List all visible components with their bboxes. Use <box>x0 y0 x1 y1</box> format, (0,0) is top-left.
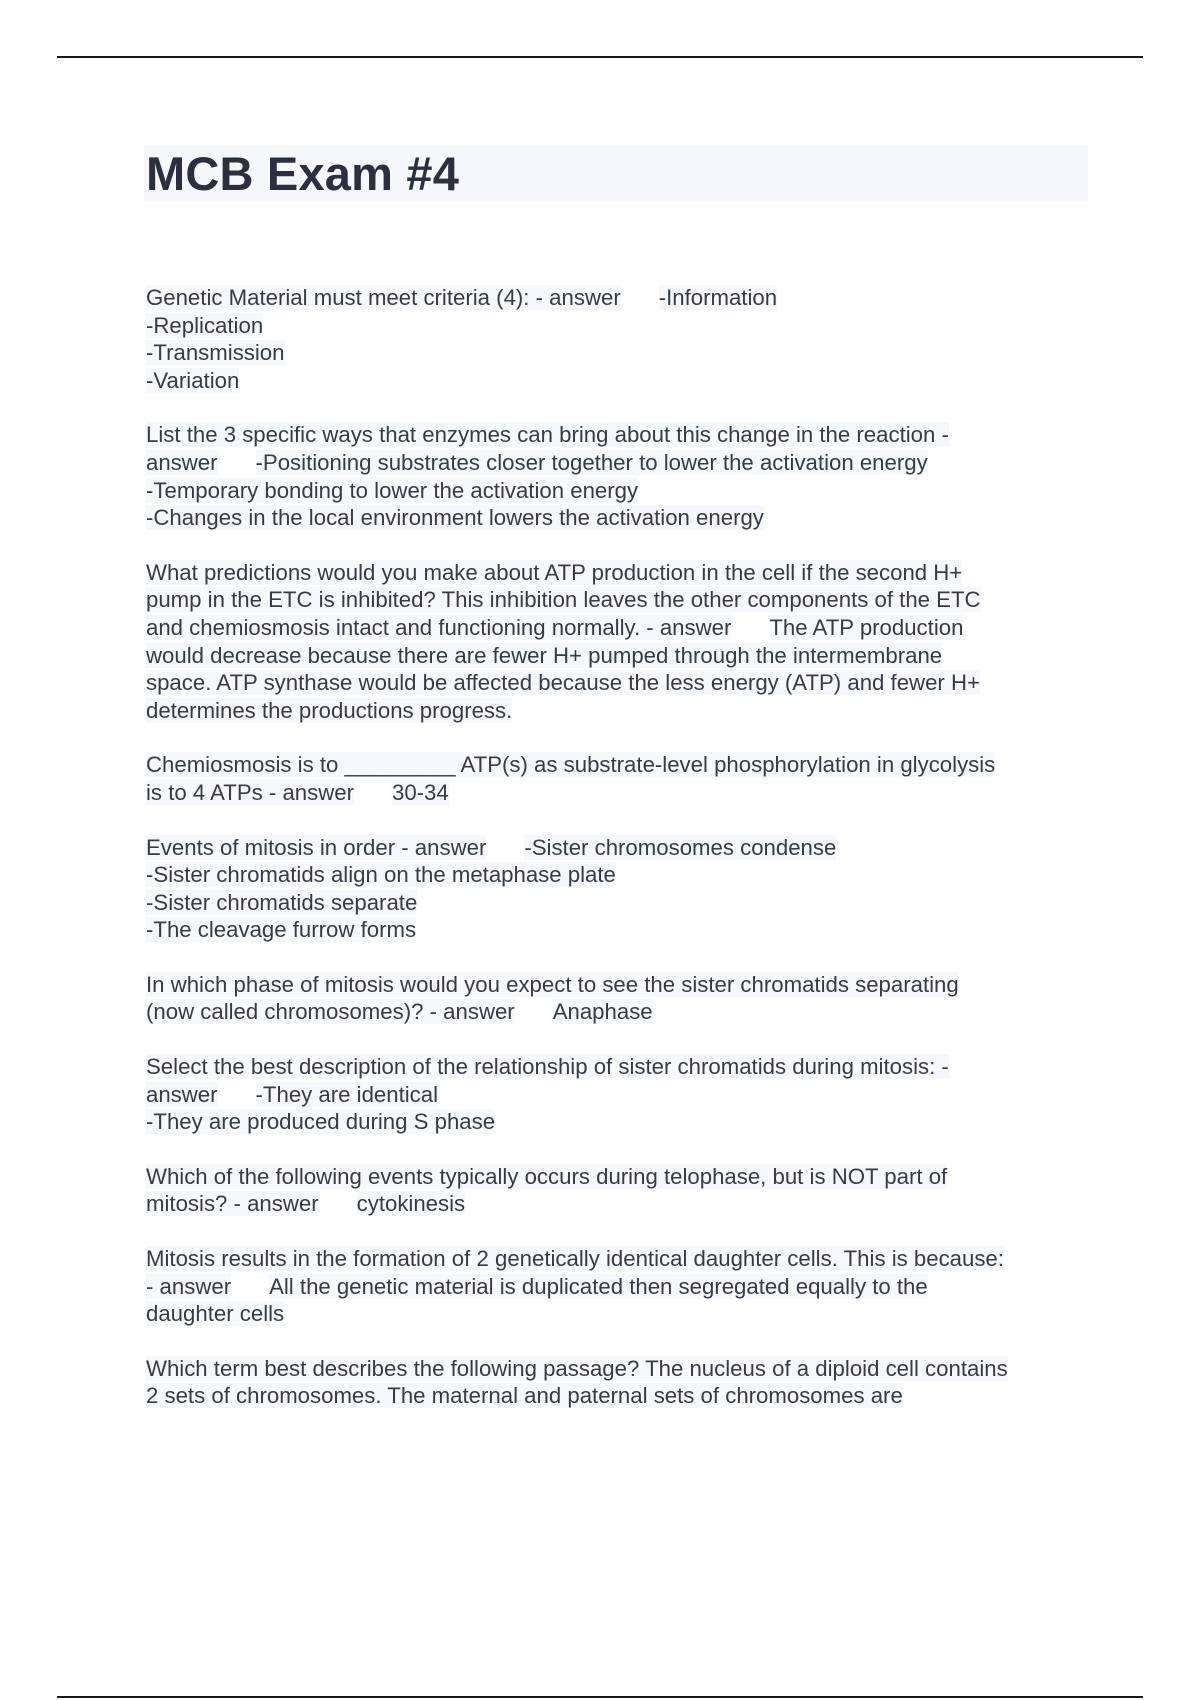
question-text: Mitosis results in the formation of 2 genetically identical daughter cells. This is because: <box>146 1246 1004 1272</box>
answer-text: would decrease because there are fewer H+ pumped through the intermembrane <box>146 642 943 668</box>
answer-text: -Changes in the local environment lowers the activation energy <box>146 505 764 531</box>
qa-line <box>146 642 1096 670</box>
answer-text: cytokinesis <box>356 1191 466 1217</box>
answer-text: -They are produced during S phase <box>146 1109 496 1135</box>
qa-line <box>146 971 1096 999</box>
answer-text: -Sister chromatids align on the metaphase plate <box>146 862 616 888</box>
qa-item <box>146 1053 1096 1136</box>
question-text: What predictions would you make about ATP production in the cell if the second H+ <box>146 559 963 585</box>
question-text: In which phase of mitosis would you expect to see the sister chromatids separating <box>146 971 959 997</box>
question-text: Events of mitosis in order - answer <box>146 834 487 860</box>
qa-line <box>146 751 1096 779</box>
answer-text: 2 sets of chromosomes. The maternal and paternal sets of chromosomes are <box>146 1383 903 1409</box>
qa-line <box>146 421 1096 449</box>
answer-text: daughter cells <box>146 1301 285 1327</box>
answer-text: 30-34 <box>391 779 449 805</box>
qa-item <box>146 1355 1096 1410</box>
answer-text: -Replication <box>146 312 264 338</box>
answer-text: -They are identical <box>255 1081 439 1107</box>
qa-line <box>146 284 1096 312</box>
qa-line <box>146 449 1096 477</box>
qa-line <box>146 339 1096 367</box>
qa-line <box>146 312 1096 340</box>
qa-item <box>146 971 1096 1026</box>
answer-text: -Transmission <box>146 340 285 366</box>
answer-text: - answer <box>146 1273 232 1299</box>
answer-text: pump in the ETC is inhibited? This inhibition leaves the other components of the ETC <box>146 587 981 613</box>
qa-line <box>146 1382 1096 1410</box>
bottom-rule <box>57 1696 1143 1698</box>
question-text: Genetic Material must meet criteria (4): - answer <box>146 285 621 310</box>
qa-line <box>146 1163 1096 1191</box>
qa-item <box>146 559 1096 725</box>
qa-list <box>146 284 1096 1437</box>
qa-line <box>146 1273 1096 1301</box>
answer-text: -Variation <box>146 367 240 393</box>
qa-line <box>146 669 1096 697</box>
qa-line <box>146 586 1096 614</box>
question-text: Chemiosmosis is to _________ ATP(s) as substrate-level phosphorylation in glycolysis <box>146 752 996 778</box>
qa-item <box>146 421 1096 531</box>
qa-line <box>146 1355 1096 1383</box>
answer-text: Anaphase <box>552 999 653 1025</box>
answer-text: -Positioning substrates closer together to lower the activation energy <box>255 449 928 475</box>
answer-text: -Temporary bonding to lower the activation energy <box>146 477 639 503</box>
question-text: Which term best describes the following passage? The nucleus of a diploid cell contains <box>146 1355 1008 1381</box>
answer-text: is to 4 ATPs - answer <box>146 779 354 805</box>
answer-text: -Sister chromosomes condense <box>524 834 837 860</box>
qa-line <box>146 916 1096 944</box>
question-text: Which of the following events typically occurs during telophase, but is NOT part of <box>146 1163 948 1189</box>
qa-line <box>146 779 1096 807</box>
question-text: List the 3 specific ways that enzymes can bring about this change in the reaction - <box>146 422 949 448</box>
answer-text: mitosis? - answer <box>146 1191 319 1217</box>
qa-line <box>146 614 1096 642</box>
qa-line <box>146 1190 1096 1218</box>
top-rule <box>57 56 1143 58</box>
question-text: Select the best description of the relationship of sister chromatids during mitosis: - <box>146 1054 949 1080</box>
qa-item <box>146 751 1096 806</box>
qa-line <box>146 1300 1096 1328</box>
qa-line <box>146 1081 1096 1109</box>
answer-text: and chemiosmosis intact and functioning normally. - answer <box>146 614 732 640</box>
qa-item <box>146 1163 1096 1218</box>
answer-text: All the genetic material is duplicated then segregated equally to the <box>269 1273 928 1299</box>
answer-text: -Sister chromatids separate <box>146 889 418 915</box>
answer-text: -Information <box>658 285 778 310</box>
qa-line <box>146 998 1096 1026</box>
answer-text: -The cleavage furrow forms <box>146 917 417 943</box>
qa-line <box>146 477 1096 505</box>
qa-line <box>146 1053 1096 1081</box>
answer-text: space. ATP synthase would be affected because the less energy (ATP) and fewer H+ <box>146 670 980 696</box>
qa-line <box>146 861 1096 889</box>
answer-text: answer <box>146 1081 218 1107</box>
qa-item <box>146 1245 1096 1328</box>
qa-line <box>146 697 1096 725</box>
qa-line <box>146 367 1096 395</box>
answer-text: (now called chromosomes)? - answer <box>146 999 515 1025</box>
qa-line <box>146 1108 1096 1136</box>
qa-line <box>146 559 1096 587</box>
document-title: MCB Exam #4 <box>146 147 460 200</box>
qa-line <box>146 504 1096 532</box>
answer-text: determines the productions progress. <box>146 697 513 723</box>
answer-text: answer <box>146 449 218 475</box>
qa-line <box>146 1245 1096 1273</box>
answer-text: The ATP production <box>769 614 964 640</box>
qa-line <box>146 834 1096 862</box>
qa-line <box>146 889 1096 917</box>
qa-item <box>146 834 1096 944</box>
qa-item <box>146 284 1096 394</box>
